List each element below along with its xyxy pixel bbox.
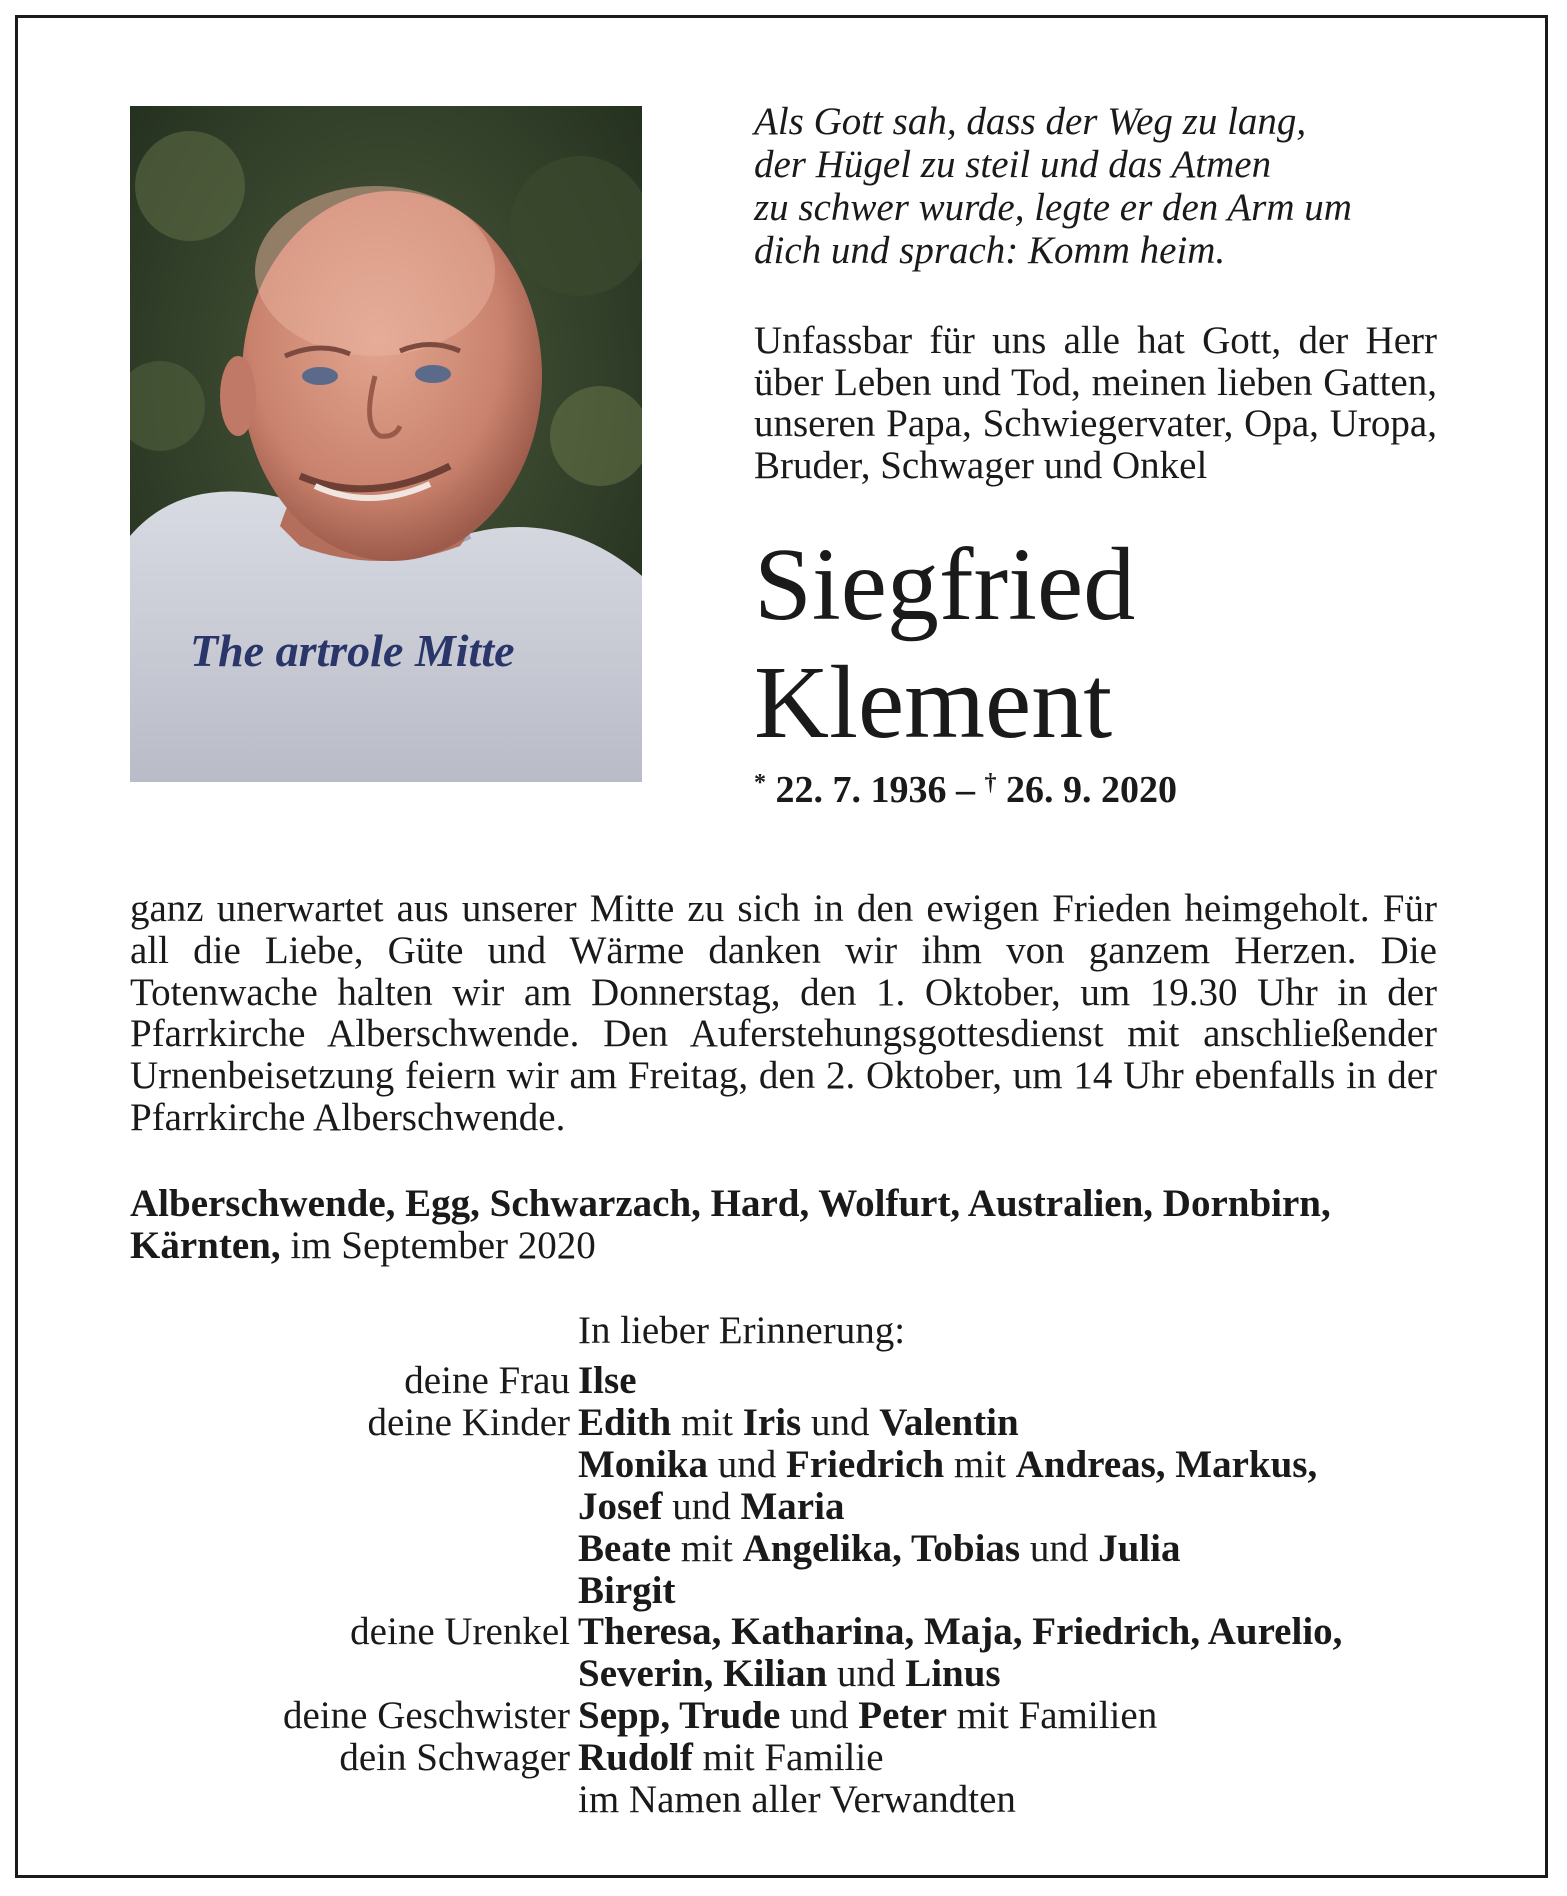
family-role <box>130 1570 578 1612</box>
family-member-name: Maria <box>740 1484 845 1528</box>
death-date: 26. 9. 2020 <box>1006 769 1177 811</box>
family-names <box>578 1653 1001 1695</box>
family-member-name: Ilse <box>578 1359 637 1402</box>
family-role: deine Frau <box>404 1359 570 1402</box>
family-row <box>130 1528 1460 1570</box>
family-row <box>130 1486 1460 1528</box>
poem-line: Als Gott sah, dass der Weg zu lang, <box>754 100 1307 143</box>
family-row <box>130 1779 1460 1821</box>
family-connector: mit Familien <box>947 1694 1158 1738</box>
family-member-name: Monika <box>578 1442 709 1486</box>
family-member-name: Rudolf <box>578 1736 693 1780</box>
family-member-name: Iris <box>742 1400 802 1444</box>
family-row <box>130 1360 1460 1402</box>
family-names <box>578 1486 844 1528</box>
family-member-name: Andreas, Markus, <box>1015 1442 1318 1486</box>
family-role <box>130 1444 578 1486</box>
first-name: Siegfried <box>754 527 1136 642</box>
poem-line: dich und sprach: Komm heim. <box>754 229 1226 272</box>
family-member-name: Severin, Kilian <box>578 1652 828 1696</box>
body-text: ganz unerwartet aus unserer Mitte zu sich in den ewigen Frieden heimgeholt. Für all die Liebe, Güte und Wärme danken wir ihm von ganzem Herzen. Die Totenwache halten wir am Donnerstag, den 1. Oktober, um 19.30 Uhr in der Pfarrkirche Alberschwende. Den Auferstehungsgottesdienst mit anschließender Urnenbeisetzung feiern wir am Freitag, den 2. Oktober, um 14 Uhr ebenfalls in der Pfarrkirche Alberschwende. <box>130 887 1437 1139</box>
died-mark: † <box>984 770 997 796</box>
family-row <box>130 1444 1460 1486</box>
memory-heading: In lieber Erinnerung: <box>578 1309 906 1352</box>
right-column <box>754 100 1437 812</box>
family-connector: mit <box>671 1526 743 1570</box>
family-connector: und <box>662 1484 741 1528</box>
family-role <box>130 1653 578 1695</box>
family-names <box>578 1570 675 1612</box>
poem-line: zu schwer wurde, legte er den Arm um <box>754 186 1352 229</box>
family-member-name: Peter <box>858 1694 948 1738</box>
family-row <box>130 1653 1460 1695</box>
places-bold: Alberschwende, Egg, Schwarzach, Hard, Wolfurt, Australien, Dornbirn, Kärnten, <box>130 1182 1331 1267</box>
family-row <box>130 1695 1460 1737</box>
family-connector: mit <box>671 1400 743 1444</box>
family-role <box>130 1486 578 1528</box>
family-role: dein Schwager <box>339 1736 570 1780</box>
family-names <box>578 1402 1019 1444</box>
family-role <box>130 1779 578 1821</box>
intro-text: Unfassbar für uns alle hat Gott, der Herr über Leben und Tod, meinen lieben Gatten, unseren Papa, Schwiegervater, Opa, Uropa, Bruder, Schwager und Onkel <box>754 319 1437 487</box>
family-member-name: Edith <box>578 1400 672 1444</box>
family-names <box>578 1611 1342 1653</box>
born-mark: * <box>754 770 766 796</box>
family-connector: und <box>827 1652 906 1696</box>
places-line <box>130 1183 1437 1266</box>
poem-line: der Hügel zu steil und das Atmen <box>754 143 1272 186</box>
family-names <box>578 1360 637 1402</box>
family-member-name: Beate <box>578 1526 672 1570</box>
portrait-photo <box>130 106 642 782</box>
family-connector: und <box>780 1694 859 1738</box>
family-member-name: Angelika, Tobias <box>742 1526 1021 1570</box>
places-date: im September 2020 <box>280 1223 596 1267</box>
family-names <box>578 1444 1317 1486</box>
family-member-name: Josef <box>578 1484 663 1528</box>
family-member-name: Sepp, Trude <box>578 1694 781 1738</box>
family-names <box>578 1528 1180 1570</box>
family-row <box>130 1570 1460 1612</box>
family-member-name: Julia <box>1098 1526 1181 1570</box>
family-names <box>578 1737 884 1779</box>
family-connector: mit Familie <box>692 1736 884 1780</box>
birth-date: 22. 7. 1936 <box>775 769 947 811</box>
family-row <box>130 1737 1460 1779</box>
date-separator: – <box>946 769 985 811</box>
portrait-illustration <box>130 106 642 782</box>
family-member-name: Valentin <box>879 1400 1019 1444</box>
family-connector: und <box>1020 1526 1099 1570</box>
family-role: deine Geschwister <box>283 1694 570 1738</box>
family-connector: und <box>708 1442 787 1486</box>
last-name: Klement <box>754 645 1113 760</box>
family-member-name: Theresa, Katharina, Maja, Friedrich, Aurelio, <box>578 1610 1343 1654</box>
family-row <box>130 1611 1460 1653</box>
shirt-print: The artrole Mitte <box>190 625 515 676</box>
life-dates <box>754 768 1437 812</box>
poem <box>754 100 1437 272</box>
family-role: deine Kinder <box>367 1400 570 1444</box>
family-names <box>578 1779 1016 1821</box>
family-connector: mit <box>944 1442 1016 1486</box>
deceased-name <box>754 526 1437 762</box>
family-member-name: Friedrich <box>786 1442 945 1486</box>
family-role <box>130 1528 578 1570</box>
family-row <box>130 1402 1460 1444</box>
family-list <box>130 1360 1460 1821</box>
family-member-name: Linus <box>905 1652 1001 1696</box>
family-role: deine Urenkel <box>350 1610 570 1654</box>
family-member-name: Birgit <box>578 1568 676 1612</box>
family-names <box>578 1695 1157 1737</box>
family-connector: im Namen aller Verwandten <box>578 1778 1016 1822</box>
family-connector: und <box>801 1400 880 1444</box>
